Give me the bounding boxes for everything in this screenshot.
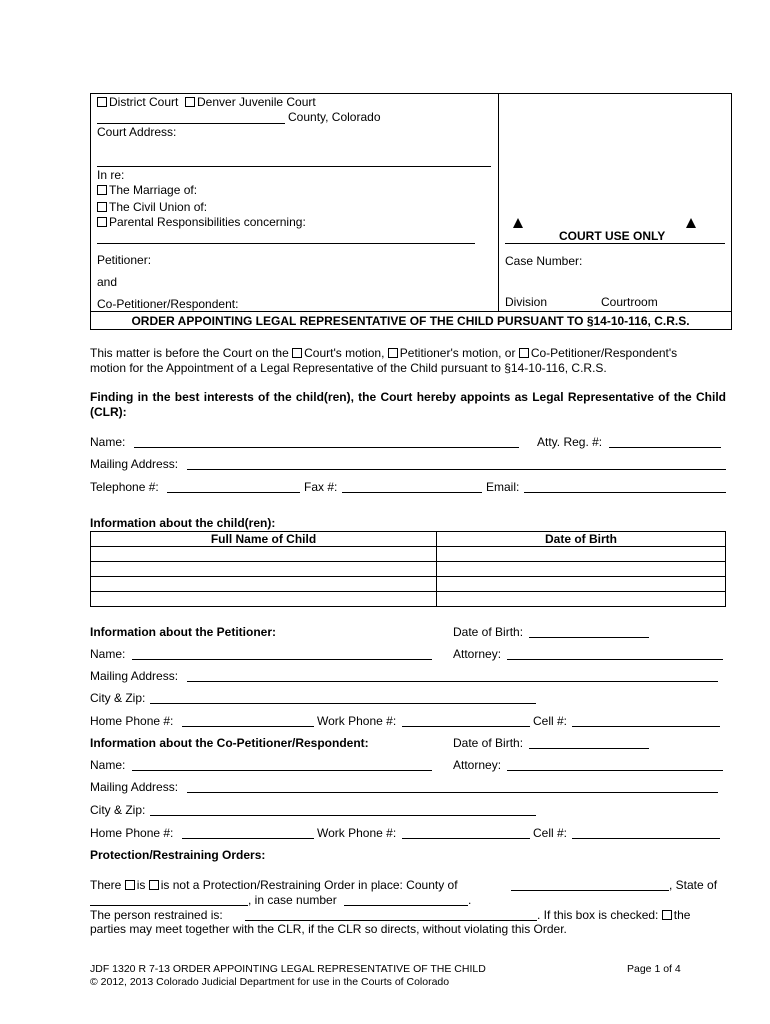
- person-restrained-label: The person restrained is:: [90, 908, 223, 922]
- footer-copyright: © 2012, 2013 Colorado Judicial Department for use in the Courts of Colorado: [90, 976, 450, 988]
- petitioners-motion-label: Petitioner's motion, or: [399, 346, 516, 360]
- child-dob-cell[interactable]: [437, 592, 726, 607]
- may-meet-checkbox[interactable]: [662, 910, 672, 920]
- civil-union-row: [97, 200, 207, 214]
- petitioner-mailing-label: Mailing Address:: [90, 669, 179, 683]
- division-label: Division: [505, 295, 548, 309]
- civil-union-label: The Civil Union of:: [109, 200, 208, 214]
- courts-motion-label: Court's motion,: [304, 346, 385, 360]
- clr-fax-field[interactable]: [342, 492, 482, 493]
- case-number-label: Case Number:: [505, 254, 583, 268]
- courtroom-label: Courtroom: [601, 295, 658, 309]
- person-restrained-field[interactable]: [245, 920, 537, 921]
- co-petitioner-work-label: Work Phone #:: [317, 826, 397, 840]
- intro-before: This matter is before the Court on the: [90, 346, 289, 360]
- marriage-checkbox[interactable]: [97, 185, 107, 195]
- courts-motion-checkbox[interactable]: [292, 348, 302, 358]
- child-name-cell[interactable]: [91, 562, 437, 577]
- table-row: [91, 562, 726, 577]
- petitioner-city-field[interactable]: [150, 703, 536, 704]
- clr-atty-reg-label: Atty. Reg. #:: [537, 435, 603, 449]
- county-blank[interactable]: [97, 123, 285, 124]
- denver-juvenile-checkbox[interactable]: [185, 97, 195, 107]
- court-address-label: Court Address:: [97, 125, 177, 139]
- clr-mailing-field[interactable]: [187, 469, 726, 470]
- parties-line[interactable]: [97, 243, 475, 244]
- intro-line-1: [90, 346, 726, 360]
- footer-page-number: Page 1 of 4: [627, 963, 681, 975]
- co-petitioners-motion-checkbox[interactable]: [519, 348, 529, 358]
- in-re-label: In re:: [97, 168, 125, 182]
- petitioner-attorney-label: Attorney:: [453, 647, 502, 661]
- petitioner-dob-label: Date of Birth:: [453, 625, 524, 639]
- court-use-only-label: COURT USE ONLY: [559, 229, 666, 243]
- caption-divider: [498, 93, 499, 311]
- protection-is-not-checkbox[interactable]: [149, 880, 159, 890]
- petitioner-mailing-field[interactable]: [187, 681, 718, 682]
- child-name-cell[interactable]: [91, 577, 437, 592]
- children-col-dob: Date of Birth: [437, 532, 726, 547]
- may-meet-text: parties may meet together with the CLR, if the CLR so directs, without violating this Order.: [90, 922, 567, 936]
- co-petitioner-city-label: City & Zip:: [90, 803, 146, 817]
- clr-mailing-label: Mailing Address:: [90, 457, 179, 471]
- protection-heading: Protection/Restraining Orders:: [90, 848, 266, 862]
- clr-telephone-label: Telephone #:: [90, 480, 159, 494]
- co-petitioner-attorney-label: Attorney:: [453, 758, 502, 772]
- petitioner-heading: Information about the Petitioner:: [90, 625, 276, 639]
- parental-checkbox[interactable]: [97, 217, 107, 227]
- petitioners-motion-checkbox[interactable]: [388, 348, 398, 358]
- up-arrow-icon-left: [513, 217, 523, 231]
- petitioner-home-label: Home Phone #:: [90, 714, 174, 728]
- and-label: and: [97, 275, 118, 289]
- petitioner-label: Petitioner:: [97, 253, 152, 267]
- denver-juvenile-label: Denver Juvenile Court: [197, 95, 316, 109]
- petitioner-dob-field[interactable]: [529, 637, 649, 638]
- civil-union-checkbox[interactable]: [97, 202, 107, 212]
- petitioner-attorney-field[interactable]: [507, 659, 723, 660]
- co-petitioner-home-field[interactable]: [182, 838, 314, 839]
- parental-row: [97, 215, 306, 229]
- child-dob-cell[interactable]: [437, 562, 726, 577]
- co-petitioner-name-label: Name:: [90, 758, 126, 772]
- clr-email-field[interactable]: [524, 492, 726, 493]
- co-petitioner-dob-field[interactable]: [529, 748, 649, 749]
- co-petitioner-name-field[interactable]: [132, 770, 432, 771]
- if-checked-row: [537, 908, 690, 922]
- marriage-row: [97, 183, 197, 197]
- co-petitioner-label: Co-Petitioner/Respondent:: [97, 297, 239, 311]
- clr-email-label: Email:: [486, 480, 520, 494]
- court-address-line[interactable]: [97, 166, 491, 167]
- children-heading: Information about the child(ren):: [90, 516, 276, 530]
- child-name-cell[interactable]: [91, 592, 437, 607]
- is-label: is: [136, 878, 146, 892]
- order-title: ORDER APPOINTING LEGAL REPRESENTATIVE OF THE CHILD PURSUANT TO §14-10-116, C.R.S.: [131, 314, 690, 328]
- clr-fax-label: Fax #:: [304, 480, 338, 494]
- child-dob-cell[interactable]: [437, 577, 726, 592]
- co-petitioner-heading: Information about the Co-Petitioner/Respondent:: [90, 736, 369, 750]
- petitioner-cell-field[interactable]: [572, 726, 720, 727]
- up-arrow-icon-right: [686, 217, 696, 231]
- co-petitioner-cell-label: Cell #:: [533, 826, 568, 840]
- petitioner-home-field[interactable]: [182, 726, 314, 727]
- children-header-row: [91, 532, 726, 547]
- district-court-checkbox[interactable]: [97, 97, 107, 107]
- marriage-label: The Marriage of:: [109, 183, 198, 197]
- district-court-label: District Court: [109, 95, 179, 109]
- state-of-label: , State of: [669, 878, 718, 892]
- children-col-name: Full Name of Child: [91, 532, 437, 547]
- petitioner-name-field[interactable]: [132, 659, 432, 660]
- title-top-rule: [90, 311, 731, 312]
- court-type-row: [97, 95, 316, 109]
- child-dob-cell[interactable]: [437, 547, 726, 562]
- petitioner-work-field[interactable]: [402, 726, 530, 727]
- clr-name-field[interactable]: [134, 447, 519, 448]
- there-label: There: [90, 878, 122, 892]
- co-petitioner-mailing-label: Mailing Address:: [90, 780, 179, 794]
- the-label: the: [673, 908, 691, 922]
- if-checked-label: . If this box is checked:: [537, 908, 659, 922]
- petitioner-work-label: Work Phone #:: [317, 714, 397, 728]
- co-petitioner-home-label: Home Phone #:: [90, 826, 174, 840]
- table-row: [91, 592, 726, 607]
- petitioner-city-label: City & Zip:: [90, 691, 146, 705]
- protection-is-checkbox[interactable]: [125, 880, 135, 890]
- parental-label: Parental Responsibilities concerning:: [109, 215, 306, 229]
- table-row: [91, 577, 726, 592]
- protection-there-row: [90, 878, 458, 892]
- case-number-period: .: [468, 893, 472, 907]
- protection-county-field[interactable]: [511, 890, 669, 891]
- petitioner-cell-label: Cell #:: [533, 714, 568, 728]
- clr-atty-reg-field[interactable]: [609, 447, 721, 448]
- co-petitioner-city-field[interactable]: [150, 815, 536, 816]
- intro-line-2: motion for the Appointment of a Legal Representative of the Child pursuant to §14-10-116, C.R.S.: [90, 361, 607, 375]
- in-case-number-label: , in case number: [248, 893, 337, 907]
- protection-state-field[interactable]: [90, 905, 248, 906]
- co-petitioner-work-field[interactable]: [402, 838, 530, 839]
- clr-telephone-field[interactable]: [167, 492, 300, 493]
- co-petitioner-attorney-field[interactable]: [507, 770, 723, 771]
- county-colorado-label: County, Colorado: [288, 110, 381, 124]
- child-name-cell[interactable]: [91, 547, 437, 562]
- co-petitioner-dob-label: Date of Birth:: [453, 736, 524, 750]
- court-use-rule: [505, 243, 725, 244]
- clr-name-label: Name:: [90, 435, 126, 449]
- table-row: [91, 547, 726, 562]
- children-table: [90, 531, 726, 607]
- protection-case-number-field[interactable]: [344, 905, 468, 906]
- is-not-label: is not a Protection/Restraining Order in place: County of: [160, 878, 458, 892]
- co-petitioner-mailing-field[interactable]: [187, 792, 718, 793]
- finding-statement: Finding in the best interests of the child(ren), the Court hereby appoints as Legal Representative of the Child (CLR):: [90, 390, 726, 419]
- petitioner-name-label: Name:: [90, 647, 126, 661]
- footer-form-id: JDF 1320 R 7-13 ORDER APPOINTING LEGAL REPRESENTATIVE OF THE CHILD: [90, 963, 486, 975]
- co-petitioners-motion-label: Co-Petitioner/Respondent's: [530, 346, 678, 360]
- co-petitioner-cell-field[interactable]: [572, 838, 720, 839]
